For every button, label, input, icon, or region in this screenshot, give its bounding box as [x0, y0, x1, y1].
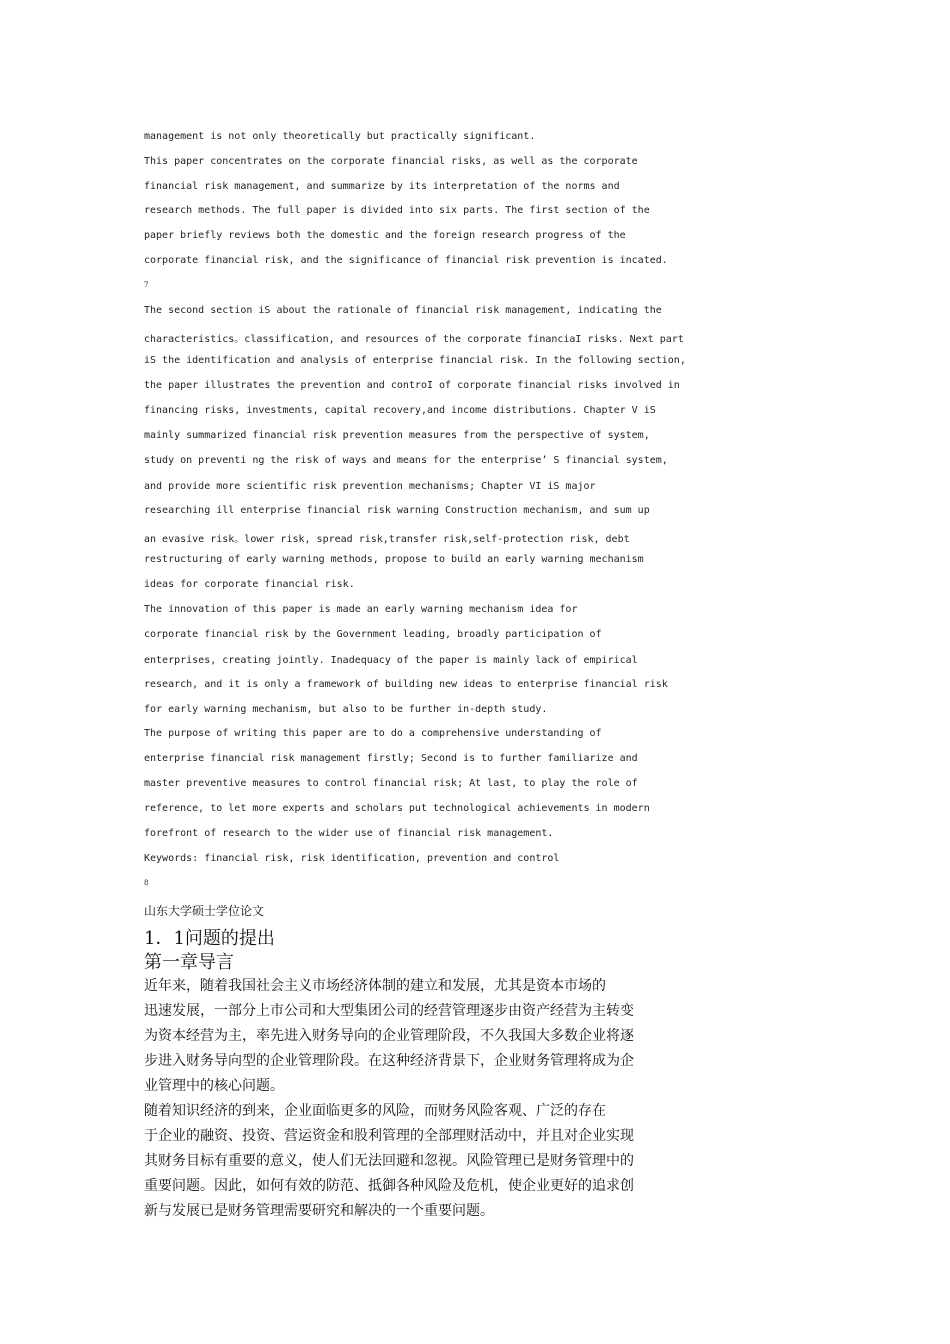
paragraph-line: 随着知识经济的到来，企业面临更多的风险，而财务风险客观、广泛的存在: [144, 1103, 606, 1119]
body-line: The purpose of writing this paper are to do a comprehensive understanding of: [144, 728, 602, 739]
paragraph-line: 于企业的融资、投资、营运资金和股利管理的全部理财活动中，并且对企业实现: [144, 1128, 634, 1144]
chapter-title: 第一章导言: [144, 952, 234, 973]
abstract-line: This paper concentrates on the corporate financial risks, as well as the corporate: [144, 156, 638, 167]
paragraph-line: 其财务目标有重要的意义，使人们无法回避和忽视。风险管理已是财务管理中的: [144, 1153, 634, 1169]
body-line: corporate financial risk by the Government leading, broadly participation of: [144, 629, 602, 640]
paragraph-line: 重要问题。因此，如何有效的防范、抵御各种风险及危机，使企业更好的追求创: [144, 1178, 634, 1194]
abstract-line: financial risk management, and summarize by its interpretation of the norms and: [144, 181, 620, 192]
body-line: mainly summarized financial risk prevention measures from the perspective of system,: [144, 430, 650, 441]
body-line: ideas for corporate financial risk.: [144, 579, 355, 590]
body-line: iS the identification and analysis of enterprise financial risk. In the following section,: [144, 355, 686, 366]
body-line: and provide more scientific risk prevention mechanisms; Chapter VI iS major: [144, 481, 596, 492]
section-title: 1．1问题的提出: [144, 928, 275, 949]
paragraph-line: 近年来，随着我国社会主义市场经济体制的建立和发展，尤其是资本市场的: [144, 978, 606, 994]
paragraph-line: 步进入财务导向型的企业管理阶段。在这种经济背景下，企业财务管理将成为企: [144, 1053, 634, 1069]
body-line: enterprise financial risk management firstly; Second is to further familiarize and: [144, 753, 638, 764]
body-line: The second section iS about the rationale of financial risk management, indicating the: [144, 305, 662, 316]
paragraph-line: 为资本经营为主，率先进入财务导向的企业管理阶段，不久我国大多数企业将逐: [144, 1028, 634, 1044]
paragraph-line: 业管理中的核心问题。: [144, 1078, 284, 1094]
body-line: financing risks, investments, capital recovery,and income distributions. Chapter V iS: [144, 405, 656, 416]
paragraph-line: 迅速发展，一部分上市公司和大型集团公司的经营管理逐步由资产经营为主转变: [144, 1003, 634, 1019]
page-number: 7: [144, 281, 149, 289]
page-header: 山东大学硕士学位论文: [144, 904, 265, 918]
body-line: The innovation of this paper is made an early warning mechanism idea for: [144, 604, 578, 615]
abstract-line: paper briefly reviews both the domestic and the foreign research progress of the: [144, 230, 626, 241]
body-line: the paper illustrates the prevention and controI of corporate financial risks involved in: [144, 380, 680, 391]
body-line: forefront of research to the wider use of financial risk management.: [144, 828, 554, 839]
keywords-line: Keywords: financial risk, risk identification, prevention and control: [144, 853, 560, 864]
body-line: reference, to let more experts and scholars put technological achievements in modern: [144, 803, 650, 814]
body-line: enterprises, creating jointly. Inadequacy of the paper is mainly lack of empirical: [144, 655, 638, 666]
body-line: an evasive risk。lower risk, spread risk,transfer risk,self-protection risk, debt: [144, 534, 630, 545]
body-line: study on preventi ng the risk of ways and means for the enterprise’ S financial system,: [144, 455, 668, 466]
body-line: master preventive measures to control financial risk; At last, to play the role of: [144, 778, 638, 789]
body-line: characteristics。classification, and resources of the corporate financiaI risks. Next part: [144, 334, 684, 345]
body-line: for early warning mechanism, but also to be further in-depth study.: [144, 704, 548, 715]
body-line: research, and it is only a framework of building new ideas to enterprise financial risk: [144, 679, 668, 690]
page-number: 8: [144, 879, 149, 887]
body-line: restructuring of early warning methods, propose to build an early warning mechanism: [144, 554, 644, 565]
abstract-line: research methods. The full paper is divided into six parts. The first section of the: [144, 205, 650, 216]
body-line: researching ill enterprise financial risk warning Construction mechanism, and sum up: [144, 505, 650, 516]
abstract-line: management is not only theoretically but practically significant.: [144, 131, 536, 142]
paragraph-line: 新与发展已是财务管理需要研究和解决的一个重要问题。: [144, 1203, 494, 1219]
abstract-line: corporate financial risk, and the significance of financial risk prevention is incated.: [144, 255, 668, 266]
